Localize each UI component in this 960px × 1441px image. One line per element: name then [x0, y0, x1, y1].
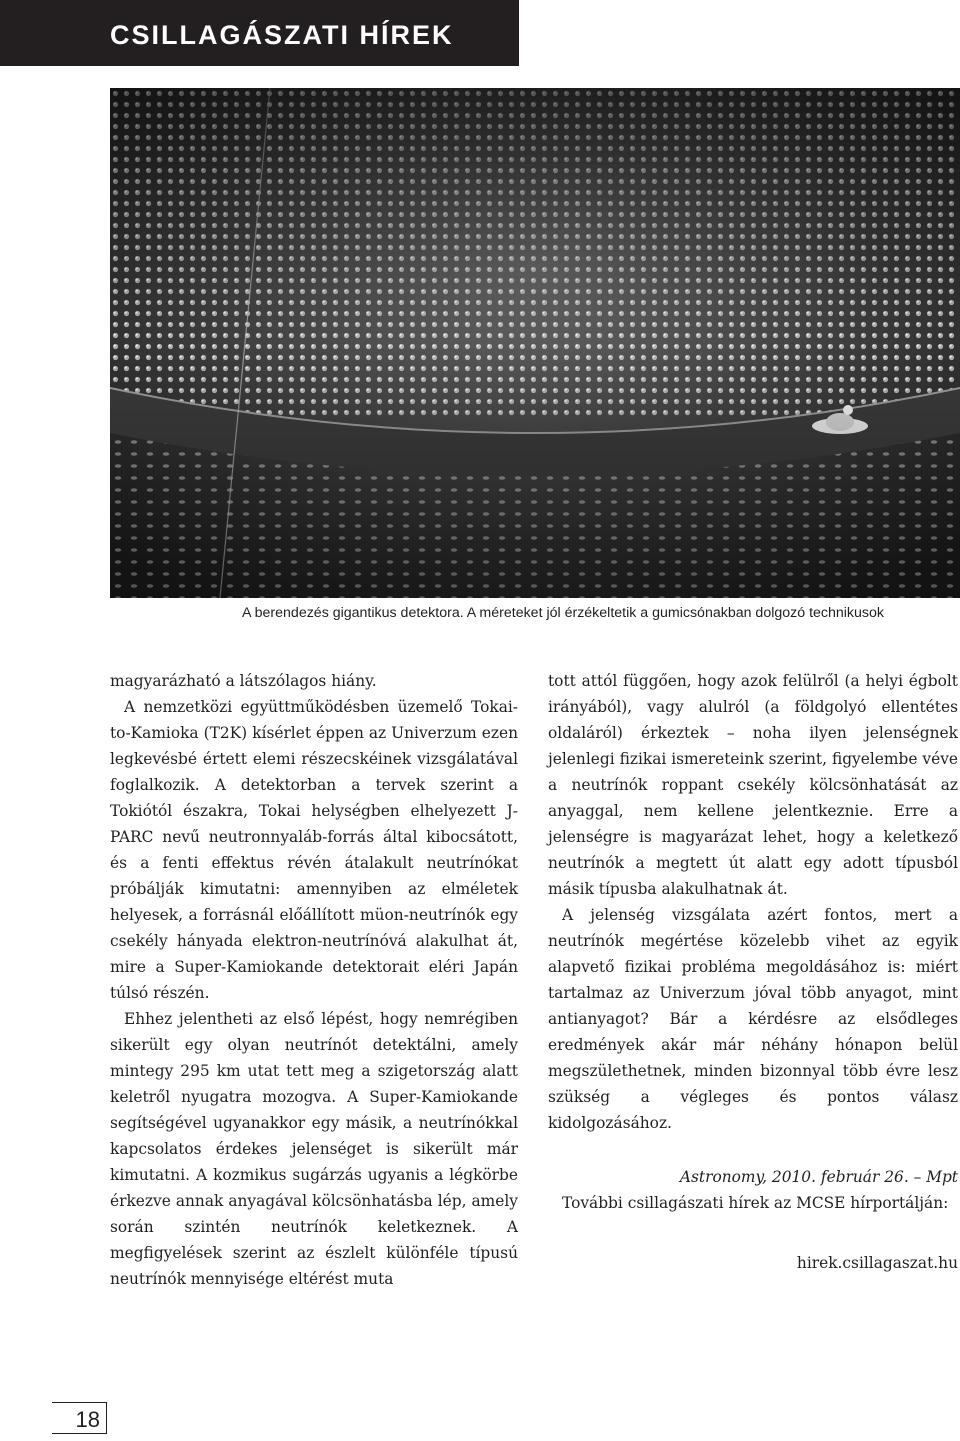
paragraph: magyarázható a látszólagos hiány. [110, 672, 377, 690]
paragraph: tott attól függően, hogy azok felülről (a helyi égbolt irányából), vagy alulról (a földgolyó ellentétes oldaláról) érkeztek – noha ilyen jelenségnek jelenlegi fizikai ismereteink szerint, figyelembe véve a neutrínók roppant csekély kölcsönhatását az anyaggal, nem kellene jelentkeznie. Erre a jelenségre is magyarázat lehet, hogy a keletkező neutrínók a megtett út alatt egy adott típusból másik típusba alakulhatnak át. [548, 672, 958, 898]
detector-photo-image [110, 88, 960, 598]
paragraph: A nemzetközi együttműködésben üzemelő Tokai-to-Kamioka (T2K) kísérlet éppen az Univerzum ezen legkevésbé értett elemi részecskéinek vizsgálatával foglalkozik. A detektorban a tervek szerint a Tokiótól északra, Tokai helységben elhelyezett J-PARC nevű neutronnyaláb-forrás által kibocsátott, és a fenti effektus révén átalakult neutrínókat próbálják kimutatni: amennyiben az elméletek helyesek, a forrásnál előállított müon-neutrínók egy csekély hányada elektron-neutrínóvá alakulhat át, mire a Super-Kamiokande detektorait eléri Japán túlsó részén. [110, 698, 518, 1002]
section-title: CSILLAGÁSZATI HÍREK [110, 20, 454, 50]
photo-caption: A berendezés gigantikus detektora. A méreteket jól érzékeltetik a gumicsónakban dolgozó technikusok [242, 605, 884, 621]
source-citation: Astronomy, 2010. február 26. – Mpt [679, 1168, 958, 1186]
left-column [110, 668, 518, 1292]
more-news-text: További csillagászati hírek az MCSE hírportálján: [562, 1194, 949, 1212]
paragraph: Ehhez jelentheti az első lépést, hogy nemrégiben sikerült egy olyan neutrínót detektálni, amely mintegy 295 km utat tett meg a szigetország alatt keletről nyugatra mozogva. A Super-Kamiokande segítségével ugyanakkor egy másik, a neutrínókkal kapcsolatos érdekes jelenséget is sikerült már kimutatni. A kozmikus sugárzás ugyanis a légkörbe érkezve annak anyagával kölcsönhatásba lép, amely során szintén neutrínók keletkeznek. A megfigyelések szerint az észlelt különféle típusú neutrínók mennyisége eltérést muta [110, 1010, 518, 1288]
page-number-box [52, 1402, 107, 1434]
page-number: 18 [75, 1407, 100, 1432]
detector-photo [110, 88, 960, 598]
news-portal-url: hirek.csillagaszat.hu [796, 1254, 958, 1272]
paragraph: A jelenség vizsgálata azért fontos, mert a neutrínók megértése közelebb vihet az egyik alapvető fizikai probléma megoldásához is: miért tartalmaz az Univerzum jóval több anyagot, mint antianyagot? Bár a kérdésre az elsődleges eredmények akár már néhány hónapon belül megszülethetnek, minden bizonnyal több évre lesz szükség a végleges és pontos válasz kidolgozásához. [548, 906, 958, 1132]
right-column [548, 668, 958, 1276]
section-header [0, 0, 519, 66]
